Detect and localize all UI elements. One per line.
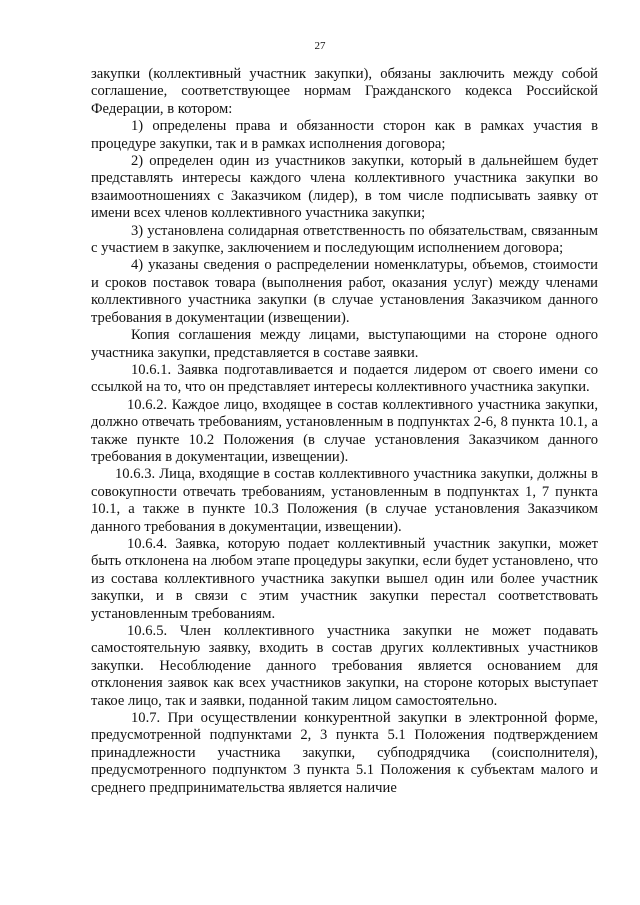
list-item-4: 4) указаны сведения о распределении номенклатуры, объемов, стоимости и сроков поставок товара (выполнения работ, оказания услуг) между членами коллективного участника закупки (в случае установления Заказчиком данного требования в документации (извещении). (91, 257, 598, 326)
clause-10-7: 10.7. При осуществлении конкурентной закупки в электронной форме, предусмотренной подпунктами 2, 3 пункта 5.1 Положения подтверждением принадлежности участника закупки, субподрядчика (соисполнителя), предусмотренного подпунктом 3 пункта 5.1 Положения к субъектам малого и среднего предпринимательства является наличие (91, 710, 598, 796)
clause-10-6-1: 10.6.1. Заявка подготавливается и подается лидером от своего имени со ссылкой на то, что он представляет интересы коллективного участника закупки. (91, 361, 598, 396)
page-number: 27 (314, 40, 326, 52)
intro-paragraph: закупки (коллективный участник закупки), обязаны заключить между собой соглашение, соответствующее нормам Гражданского кодекса Российской Федерации, в котором: (91, 66, 598, 117)
list-item-2: 2) определен один из участников закупки, который в дальнейшем будет представлять интересы каждого члена коллективного участника закупки во взаимоотношениях с Заказчиком (лидер), в том числе подписывать заявку от имени всех членов коллективного участника закупки; (91, 153, 598, 222)
clause-10-6-3: 10.6.3. Лица, входящие в состав коллективного участника закупки, должны в совокупности отвечать требованиям, установленным в подпунктах 1, 7 пункта 10.1, а также в пункте 10.3 Положения (в случае установления Заказчиком данного требования в документации, извещении). (91, 466, 598, 535)
clause-10-6-2: 10.6.2. Каждое лицо, входящее в состав коллективного участника закупки, должно отвечать требованиям, установленным в подпунктах 2-6, 8 пункта 10.1, а также пункте 10.2 Положения (в случае установления Заказчиком данного требования в документации, извещении). (91, 396, 598, 465)
clause-10-6-5: 10.6.5. Член коллективного участника закупки не может подавать самостоятельную заявку, входить в состав других коллективных участников закупки. Несоблюдение данного требования является основанием для отклонения заявок как всех участников закупки, на стороне которых выступает такое лицо, так и заявки, поданной таким лицом самостоятельно. (91, 623, 598, 709)
list-item-1: 1) определены права и обязанности сторон как в рамках участия в процедуре закупки, так и в рамках исполнения договора; (91, 118, 598, 152)
document-body (91, 66, 598, 797)
agreement-copy-paragraph: Копия соглашения между лицами, выступающими на стороне одного участника закупки, представляется в составе заявки. (91, 327, 598, 361)
clause-10-6-4: 10.6.4. Заявка, которую подает коллективный участник закупки, может быть отклонена на любом этапе процедуры закупки, если будет установлено, что из состава коллективного участника закупки вышел один или более участник закупки, и в связи с этим участник закупки перестал соответствовать установленным требованиям. (91, 535, 598, 622)
list-item-3: 3) установлена солидарная ответственность по обязательствам, связанным с участием в закупке, заключением и последующим исполнением договора; (91, 222, 598, 257)
